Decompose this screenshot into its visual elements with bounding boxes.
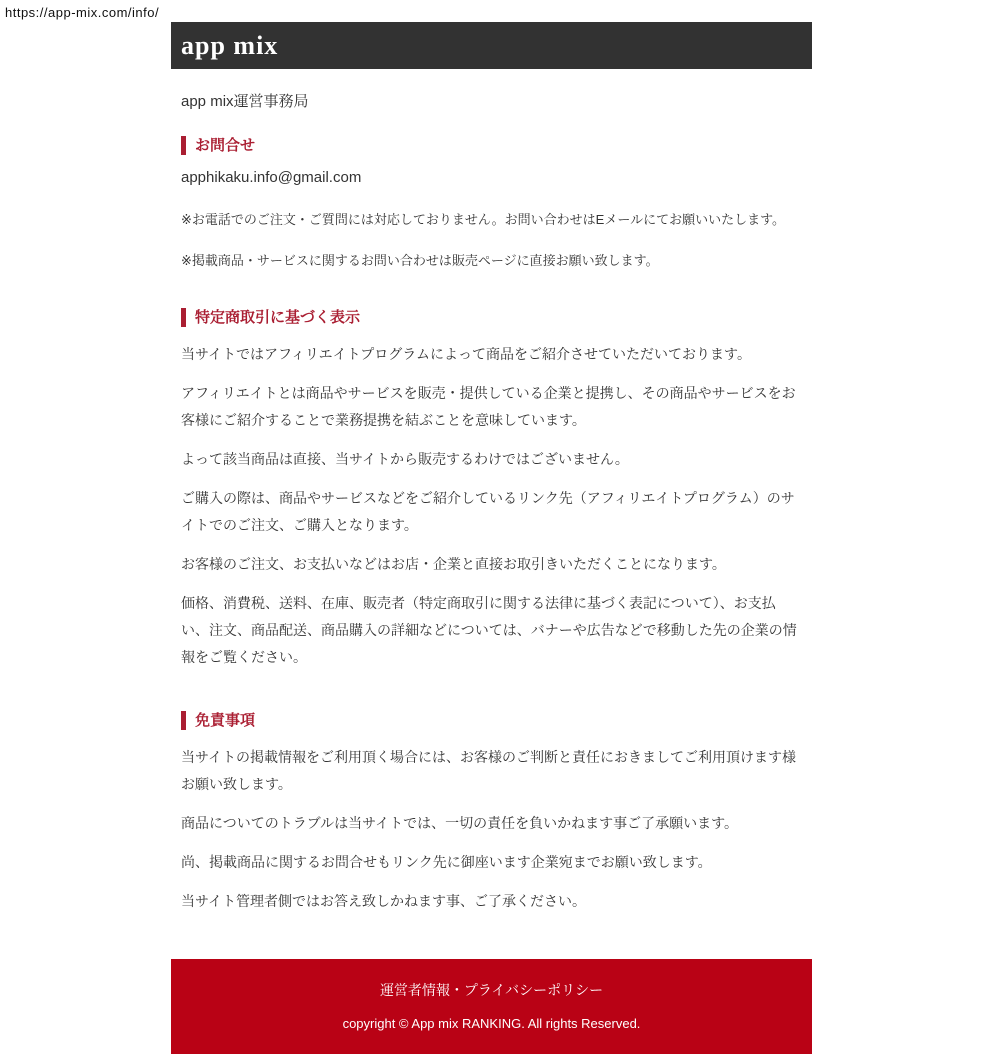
copyright-text: copyright © App mix RANKING. All rights Reserved. xyxy=(342,1016,641,1031)
section-title-disclaimer: 免責事項 xyxy=(181,711,802,730)
site-header xyxy=(171,22,812,69)
commercial-law-paragraph: 価格、消費税、送料、在庫、販売者（特定商取引に関する法律に基づく表記について）、お支払い、注文、商品配送、商品購入の詳細などについては、バナーや広告などで移動した先の企業の情報をご覧ください。 xyxy=(181,595,797,665)
commercial-law-paragraph: よって該当商品は直接、当サイトから販売するわけではございません。 xyxy=(181,451,629,467)
contact-note-phone: ※お電話でのご注文・ご質問には対応しておりません。お問い合わせはEメールにてお願いいたします。 xyxy=(181,212,786,227)
commercial-law-paragraph: ご購入の際は、商品やサービスなどをご紹介しているリンク先（アフィリエイトプログラム）のサイトでのご注文、ご購入となります。 xyxy=(181,490,795,533)
commercial-law-paragraph: アフィリエイトとは商品やサービスを販売・提供している企業と提携し、その商品やサービスをお客様にご紹介することで業務提携を結ぶことを意味しています。 xyxy=(181,385,796,428)
intro-text: app mix運営事務局 xyxy=(181,93,309,110)
section-title-contact: お問合せ xyxy=(181,136,802,155)
site-title: app mix xyxy=(181,30,279,60)
main-content xyxy=(171,93,812,915)
commercial-law-paragraph: 当サイトではアフィリエイトプログラムによって商品をご紹介させていただいております。 xyxy=(181,346,751,362)
disclaimer-paragraph: 商品についてのトラブルは当サイトでは、一切の責任を負いかねます事ご了承願います。 xyxy=(181,815,739,831)
section-disclaimer xyxy=(181,711,802,915)
footer-privacy-policy-link[interactable]: 運営者情報・プライバシーポリシー xyxy=(379,982,604,998)
commercial-law-paragraph: お客様のご注文、お支払いなどはお店・企業と直接お取引きいただくことになります。 xyxy=(181,556,726,572)
page-footer xyxy=(171,959,812,1054)
disclaimer-paragraph: 当サイトの掲載情報をご利用頂く場合には、お客様のご判断と責任におきましてご利用頂けます様お願い致します。 xyxy=(181,749,797,792)
page-url-text: https://app-mix.com/info/ xyxy=(5,5,160,20)
disclaimer-paragraph: 当サイト管理者側ではお答え致しかねます事、ご了承ください。 xyxy=(181,893,587,909)
section-commercial-law xyxy=(181,308,802,671)
section-title-commercial-law: 特定商取引に基づく表示 xyxy=(181,308,802,327)
page-container xyxy=(171,22,812,1054)
section-contact xyxy=(181,136,802,268)
contact-email: apphikaku.info@gmail.com xyxy=(181,169,362,186)
disclaimer-paragraph: 尚、掲載商品に関するお問合せもリンク先に御座います企業宛までお願い致します。 xyxy=(181,854,712,870)
contact-note-products: ※掲載商品・サービスに関するお問い合わせは販売ページに直接お願い致します。 xyxy=(181,253,659,268)
